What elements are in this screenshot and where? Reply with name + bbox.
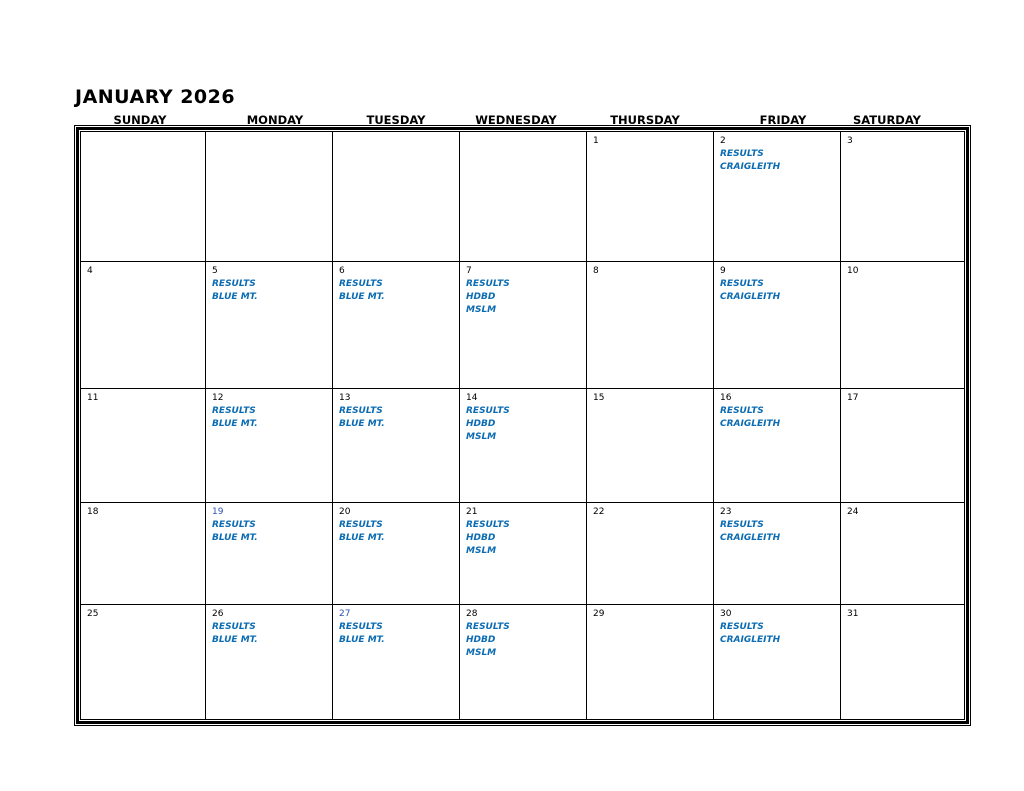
day-cell[interactable] — [459, 502, 586, 604]
day-header-wednesday: WEDNESDAY — [475, 113, 557, 127]
event-label[interactable]: HDBD — [466, 635, 496, 645]
day-number: 6 — [339, 266, 345, 276]
event-label[interactable]: HDBD — [466, 533, 496, 543]
day-cell[interactable] — [80, 131, 205, 261]
day-cell[interactable] — [332, 604, 459, 720]
event-label[interactable]: RESULTS — [212, 406, 256, 416]
event-label[interactable]: BLUE MT. — [339, 292, 385, 302]
day-cell[interactable] — [459, 388, 586, 502]
day-cell[interactable] — [586, 261, 713, 388]
day-cell[interactable] — [586, 604, 713, 720]
event-label[interactable]: CRAIGLEITH — [720, 162, 781, 172]
day-cell[interactable] — [205, 131, 332, 261]
day-number: 7 — [466, 266, 472, 276]
day-cell[interactable] — [80, 388, 205, 502]
day-number: 22 — [593, 507, 605, 517]
day-header-friday: FRIDAY — [759, 113, 807, 127]
day-cell[interactable] — [713, 502, 840, 604]
event-label[interactable]: RESULTS — [339, 406, 383, 416]
day-number: 28 — [466, 609, 478, 619]
day-number: 10 — [847, 266, 859, 276]
day-cell[interactable] — [459, 131, 586, 261]
event-label[interactable]: RESULTS — [466, 520, 510, 530]
day-number: 14 — [466, 393, 478, 403]
day-cell[interactable] — [332, 131, 459, 261]
day-number: 25 — [87, 609, 99, 619]
event-label[interactable]: BLUE MT. — [339, 635, 385, 645]
day-cell[interactable] — [713, 131, 840, 261]
day-cell[interactable] — [840, 388, 965, 502]
event-label[interactable]: RESULTS — [466, 279, 510, 289]
day-number: 9 — [720, 266, 726, 276]
day-number: 4 — [87, 266, 93, 276]
day-cell[interactable] — [80, 604, 205, 720]
event-label[interactable]: RESULTS — [339, 622, 383, 632]
day-number: 30 — [720, 609, 732, 619]
day-cell[interactable] — [713, 261, 840, 388]
day-cell[interactable] — [713, 388, 840, 502]
event-label[interactable]: BLUE MT. — [212, 292, 258, 302]
event-label[interactable]: RESULTS — [466, 406, 510, 416]
day-cell[interactable] — [586, 388, 713, 502]
day-header-sunday: SUNDAY — [113, 113, 167, 127]
event-label[interactable]: RESULTS — [212, 279, 256, 289]
day-number: 5 — [212, 266, 218, 276]
day-cell[interactable] — [205, 502, 332, 604]
event-label[interactable]: BLUE MT. — [212, 635, 258, 645]
day-cell[interactable] — [205, 388, 332, 502]
event-label[interactable]: MSLM — [466, 648, 497, 658]
day-cell[interactable] — [586, 131, 713, 261]
event-label[interactable]: BLUE MT. — [212, 533, 258, 543]
day-cell[interactable] — [459, 604, 586, 720]
event-label[interactable]: RESULTS — [212, 622, 256, 632]
calendar-title: JANUARY 2026 — [75, 86, 236, 108]
day-number: 31 — [847, 609, 859, 619]
day-number: 3 — [847, 136, 853, 146]
event-label[interactable]: BLUE MT. — [339, 419, 385, 429]
day-cell[interactable] — [332, 388, 459, 502]
day-number: 16 — [720, 393, 732, 403]
event-label[interactable]: RESULTS — [720, 149, 764, 159]
day-number: 2 — [720, 136, 726, 146]
event-label[interactable]: RESULTS — [212, 520, 256, 530]
day-number: 24 — [847, 507, 859, 517]
day-header-saturday: SATURDAY — [852, 113, 921, 127]
event-label[interactable]: RESULTS — [720, 279, 764, 289]
day-header-monday: MONDAY — [246, 113, 304, 127]
event-label[interactable]: BLUE MT. — [212, 419, 258, 429]
event-label[interactable]: HDBD — [466, 419, 496, 429]
event-label[interactable]: RESULTS — [339, 520, 383, 530]
day-header-thursday: THURSDAY — [610, 113, 680, 127]
day-number: 19 — [212, 507, 224, 517]
day-header-tuesday: TUESDAY — [366, 113, 426, 127]
event-label[interactable]: RESULTS — [720, 520, 764, 530]
event-label[interactable]: CRAIGLEITH — [720, 533, 781, 543]
day-number: 15 — [593, 393, 605, 403]
day-cell[interactable] — [840, 502, 965, 604]
day-number: 1 — [593, 136, 599, 146]
event-label[interactable]: MSLM — [466, 305, 497, 315]
event-label[interactable]: MSLM — [466, 546, 497, 556]
day-number: 11 — [87, 393, 99, 403]
event-label[interactable]: RESULTS — [720, 622, 764, 632]
day-number: 17 — [847, 393, 859, 403]
event-label[interactable]: RESULTS — [466, 622, 510, 632]
day-cell[interactable] — [586, 502, 713, 604]
day-number: 12 — [212, 393, 224, 403]
event-label[interactable]: CRAIGLEITH — [720, 292, 781, 302]
day-number: 20 — [339, 507, 351, 517]
day-number: 21 — [466, 507, 478, 517]
day-cell[interactable] — [713, 604, 840, 720]
day-number: 8 — [593, 266, 599, 276]
event-label[interactable]: HDBD — [466, 292, 496, 302]
event-label[interactable]: CRAIGLEITH — [720, 635, 781, 645]
day-cell[interactable] — [332, 261, 459, 388]
event-label[interactable]: RESULTS — [339, 279, 383, 289]
day-cell[interactable] — [840, 604, 965, 720]
event-label[interactable]: CRAIGLEITH — [720, 419, 781, 429]
day-number: 13 — [339, 393, 351, 403]
day-number: 26 — [212, 609, 224, 619]
day-number: 23 — [720, 507, 732, 517]
event-label[interactable]: BLUE MT. — [339, 533, 385, 543]
day-cell[interactable] — [840, 261, 965, 388]
day-cell[interactable] — [840, 131, 965, 261]
day-cell[interactable] — [80, 261, 205, 388]
day-number: 18 — [87, 507, 99, 517]
day-number: 29 — [593, 609, 605, 619]
day-cell[interactable] — [205, 261, 332, 388]
event-label[interactable]: MSLM — [466, 432, 497, 442]
day-number: 27 — [339, 609, 351, 619]
day-cell[interactable] — [332, 502, 459, 604]
event-label[interactable]: RESULTS — [720, 406, 764, 416]
day-cell[interactable] — [80, 502, 205, 604]
day-cell[interactable] — [459, 261, 586, 388]
day-cell[interactable] — [205, 604, 332, 720]
